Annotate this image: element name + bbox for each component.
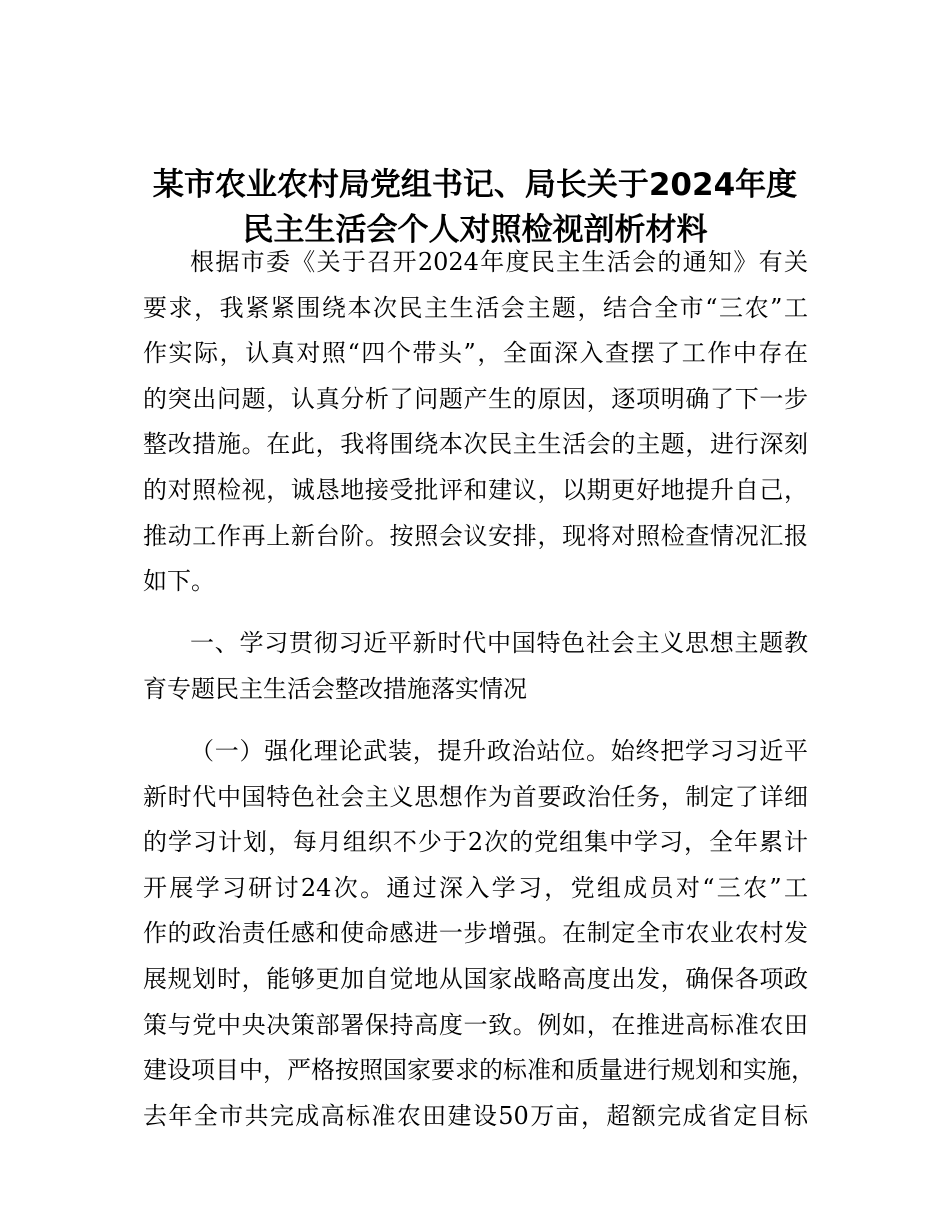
paragraph-3-line: 开展学习研讨24次。通过深入学习，党组成员对“三农”工: [143, 873, 808, 902]
paragraph-1-line: 如下。: [143, 567, 215, 596]
paragraph-1-line: 的对照检视，诚恳地接受批评和建议，以期更好地提升自己，: [143, 476, 808, 504]
paragraph-1-line: 整改措施。在此，我将围绕本次民主生活会的主题，进行深刻: [143, 430, 808, 459]
paragraph-1-line: 的突出问题，认真分析了问题产生的原因，逐项明确了下一步: [143, 384, 808, 413]
paragraph-2-line: 育专题民主生活会整改措施落实情况: [143, 674, 527, 703]
paragraph-2-line: 一、学习贯彻习近平新时代中国特色社会主义思想主题教: [190, 629, 808, 657]
document-title-line-1: 某市农业农村局党组书记、局长关于2024年度: [152, 167, 798, 203]
paragraph-1-line: 根据市委《关于召开2024年度民主生活会的通知》有关: [190, 248, 808, 276]
paragraph-1-line: 推动工作再上新台阶。按照会议安排，现将对照检查情况汇报: [143, 521, 808, 550]
paragraph-3-line: （一）强化理论武装，提升政治站位。始终把学习习近平: [190, 737, 808, 765]
document-title-line-2: 民主生活会个人对照检视剖析材料: [242, 212, 708, 248]
paragraph-3-line: 策与党中央决策部署保持高度一致。例如，在推进高标准农田: [143, 1010, 808, 1039]
paragraph-3-line: 作的政治责任感和使命感进一步增强。在制定全市农业农村发: [143, 919, 808, 948]
paragraph-3-line: 的学习计划，每月组织不少于2次的党组集中学习，全年累计: [143, 828, 808, 857]
paragraph-3-line: 建设项目中，严格按照国家要求的标准和质量进行规划和实施，: [143, 1056, 815, 1085]
paragraph-3-line: 去年全市共完成高标准农田建设50万亩，超额完成省定目标: [143, 1101, 808, 1130]
paragraph-3-line: 新时代中国特色社会主义思想作为首要政治任务，制定了详细: [143, 782, 808, 811]
paragraph-3-line: 展规划时，能够更加自觉地从国家战略高度出发，确保各项政: [143, 965, 808, 993]
paragraph-1-line: 要求，我紧紧围绕本次民主生活会主题，结合全市“三农”工: [143, 293, 808, 322]
paragraph-1-line: 作实际，认真对照“四个带头”，全面深入查摆了工作中存在: [143, 339, 808, 368]
